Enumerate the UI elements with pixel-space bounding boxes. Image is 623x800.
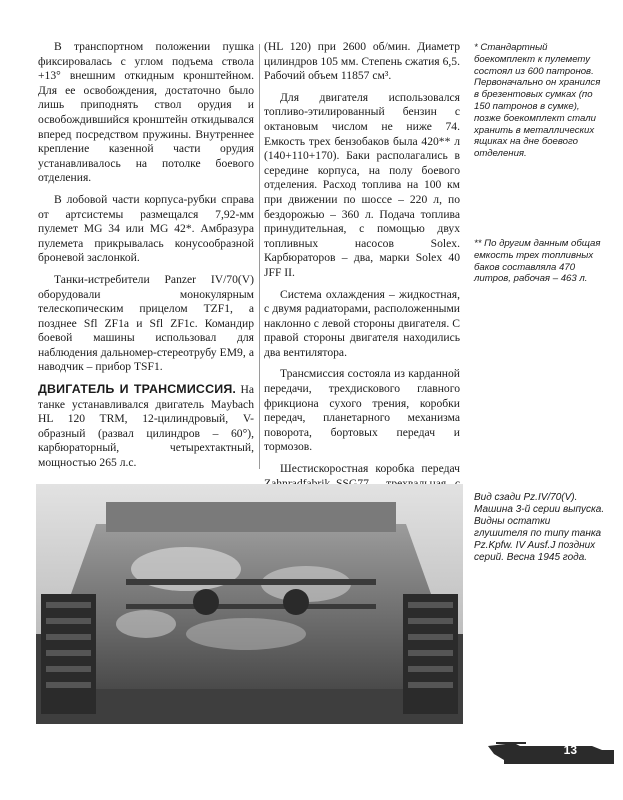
text-column-left	[38, 40, 254, 478]
paragraph: (HL 120) при 2600 об/мин. Диаметр цилиндров 105 мм. Степень сжатия 6,5. Рабочий объем 11857 см³.	[264, 40, 460, 83]
caption-text: Вид сзади Pz.IV/70(V). Машина 3-й серии выпуска. Видны остатки глушителя по типу танка Pz.Kpfw. IV Ausf.J поздних серий. Весна 1945 года.	[474, 492, 605, 563]
page-number: 13	[563, 743, 577, 757]
paragraph: Трансмиссия состояла из карданной передачи, трехдискового главного фрикциона сухого трения, коробки передач, планетарного механизма поворота, бортовых передач и тормозов.	[264, 367, 460, 454]
footnote-ammo	[474, 42, 606, 166]
section-paragraph	[38, 382, 254, 471]
paragraph: Танки-истребители Panzer IV/70(V) оборудовали монокулярным телескопическим прицелом TZF1, а позднее Sfl ZF1a и Sfl ZF1c. Командир боевой машины использовал для наблюдения дальномер-стереотрубу EM9, а наводчик – прибор TSF1.	[38, 272, 254, 374]
column-divider	[259, 44, 260, 469]
section-text: На танке устанавливался двигатель Maybach HL 120 TRM, 12-цилиндровый, V-образный (развал цилиндров – 60°), карбюраторный, четырехтактный, мощностью 265 л.с.	[38, 383, 254, 470]
text-column-middle	[264, 40, 460, 527]
footnote-text: ** По другим данным общая емкость трех топливных баков составляла 470 литров, рабочая – 463 л.	[474, 238, 601, 285]
footnote-fuel	[474, 238, 606, 291]
paragraph: Для двигателя использовался топливо-этилированный бензин с октановым числом не ниже 74. Емкость трех бензобаков была 420** л (140+110+170). Баки располагались в середине корпуса, на полу боевого отделения. Расход топлива на 100 км при движении по шоссе – 220 л, по бездорожью – 360 л. Подача топлива принудительная, с помощью двух топливных насосов Solex. Карбюраторов – два, марки Solex 40 JFF II.	[264, 90, 460, 279]
section-heading: ДВИГАТЕЛЬ И ТРАНСМИССИЯ.	[38, 382, 237, 397]
paragraph: Система охлаждения – жидкостная, с двумя радиаторами, расположенными наклонно с левой стороны двигателя. С правой стороны двигателя находились два вентилятора.	[264, 287, 460, 359]
photo-caption	[474, 492, 606, 570]
paragraph: В транспортном положении пушка фиксировалась с углом подъема ствола +13° внешним откидным кронштейном. Для ее освобождения, достаточно было лишь приподнять ствол орудия и освобождившийся кронштейн откидывался вперед посредством пружины. Внутреннее крепление казенной части орудия устанавливалось на потолке боевого отделения.	[38, 40, 254, 185]
page-number-tab	[474, 738, 623, 764]
tank-rear-view-image	[36, 484, 463, 724]
tank-silhouette-icon	[474, 738, 623, 764]
footnote-text: * Стандартный боекомплект к пулемету состоял из 600 патронов. Первоначально он хранился в брезентовых сумках (по 150 патронов в сумке), позже боекомплект стали хранить в металлических ящиках на дне боевого отделения.	[474, 42, 601, 160]
paragraph: Шестискоростная коробка передач	[280, 462, 460, 476]
paragraph: В лобовой части корпуса-рубки справа от артсистемы размещался 7,92-мм пулемет MG 34 или MG 42*. Амбразура пулемета прикрывалась конусообразной броневой заслонкой.	[38, 192, 254, 265]
tank-photo	[36, 484, 463, 724]
